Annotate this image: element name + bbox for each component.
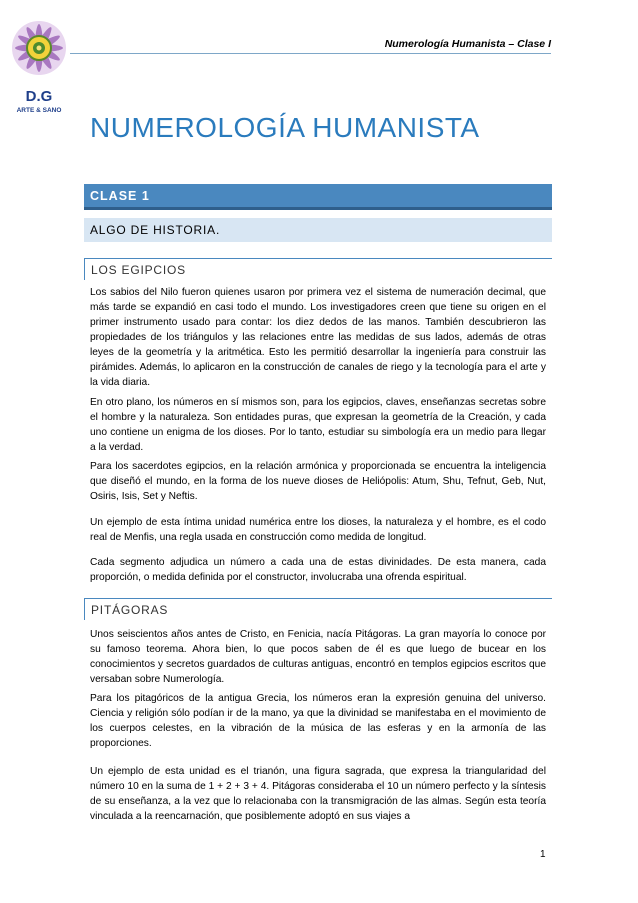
svg-text:D.G: D.G (25, 88, 53, 105)
section-heading-label: PITÁGORAS (91, 603, 169, 617)
section-heading-egipcios (84, 258, 552, 280)
subheading: ALGO DE HISTORIA. (90, 223, 221, 237)
subheading-bar (84, 218, 552, 242)
paragraph: Unos seiscientos años antes de Cristo, en Fenicia, nacía Pitágoras. La gran mayoría lo conoce por su famoso teorema. Ahora bien, lo que pocos saben de él es que luego de bucear en los conocimientos y secretos guardados de culturas antiguas, encontró en templos egipcios escritos que versaban sobre Numerología. (90, 629, 546, 685)
paragraph: Para los sacerdotes egipcios, en la relación armónica y proporcionada se encuentra la inteligencia que diseñó el mundo, en la forma de los nueve dioses de Heliópolis: Atum, Shu, Tefnut, Geb, Nut, Osiris, Isis, Set y Neftis. (90, 461, 546, 502)
section-heading-label: LOS EGIPCIOS (91, 263, 186, 277)
header-rule (70, 53, 551, 54)
class-heading: CLASE 1 (90, 189, 150, 203)
class-heading-bar (84, 184, 552, 210)
paragraph: Para los pitagóricos de la antigua Grecia, los números eran la expresión genuina del universo. Ciencia y religión sólo podían ir de la mano, ya que la divinidad se manifestaba en el movimiento de los cuerpos celestes, en la vibración de la música de las esferas y en la armonía de las proporciones. (90, 693, 546, 749)
logo (8, 8, 70, 128)
running-header: Numerología Humanista – Clase I (384, 38, 551, 50)
svg-text:ARTE & SANO: ARTE & SANO (16, 107, 62, 114)
paragraph: Un ejemplo de esta unidad es el trianón, una figura sagrada, que expresa la triangularidad del número 10 en la suma de 1 + 2 + 3 + 4. Pitágoras consideraba el 10 un número perfecto y la síntesis de su enseñanza, a la vez que lo relacionaba con la transmigración de las almas. Según esta teoría vinculada a la reencarnación, que posiblemente adoptó en sus viajes a (90, 766, 546, 822)
page-number: 1 (540, 849, 546, 860)
document-title: NUMEROLOGÍA HUMANISTA (90, 112, 480, 143)
paragraph: Cada segmento adjudica un número a cada una de estas divinidades. De esta manera, cada proporción, o medida definida por el constructor, involucraba una ofrenda espiritual. (90, 557, 546, 583)
paragraph: En otro plano, los números en sí mismos son, para los egipcios, claves, enseñanzas secretas sobre el hombre y la naturaleza. Son entidades puras, que expresan la geometría de la Creación, y cada uno contiene un enigma de los dioses. Por lo tanto, estudiar su simbología era un medio para llegar a la verdad. (90, 397, 546, 453)
paragraph: Los sabios del Nilo fueron quienes usaron por primera vez el sistema de numeración decimal, que más tarde se expandió en casi todo el mundo. Los investigadores creen que tiene su origen en el primer instrumento usado para contar: los diez dedos de las manos. También descubrieron las propiedades de los triángulos y las relaciones entre las medidas de sus lados, además de otras leyes de la geometría y la aritmética. Esto les permitió desarrollar la ingeniería para construir las pirámides. Además, lo aplicaron en la construcción de canales de riego y la tecnología para el arte y la vida diaria. (90, 287, 546, 388)
paragraph: Un ejemplo de esta íntima unidad numérica entre los dioses, la naturaleza y el hombre, es el codo real de Menfis, una regla usada en construcción como medida de longitud. (90, 517, 546, 543)
section-heading-pitagoras (84, 598, 552, 620)
